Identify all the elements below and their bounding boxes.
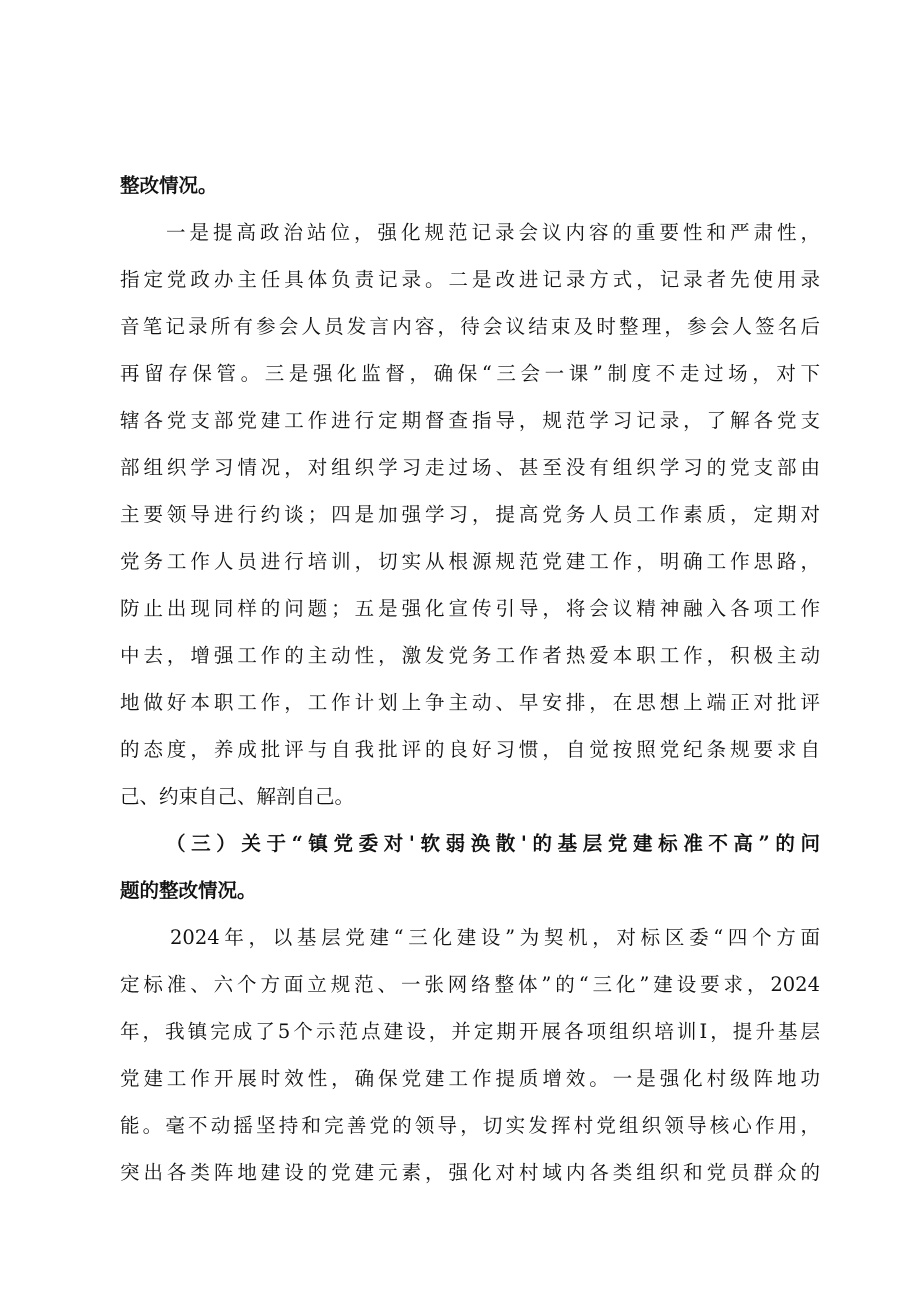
paragraph-line: 部组织学习情况，对组织学习走过场、甚至没有组织学习的党支部由	[120, 456, 820, 479]
paragraph-line: 党务工作人员进行培训，切实从根源规范党建工作，明确工作思路，	[120, 550, 820, 573]
paragraph-line: 年，我镇完成了5个示范点建设，并定期开展各项组织培训I，提升基层	[120, 1020, 820, 1043]
paragraph-line: 地做好本职工作，工作计划上争主动、早安排，在思想上端正对批评	[120, 691, 820, 714]
paragraph-line: 一是提高政治站位，强化规范记录会议内容的重要性和严肃性，	[166, 221, 820, 244]
paragraph-line: 辖各党支部党建工作进行定期督查指导，规范学习记录，了解各党支	[120, 409, 820, 432]
paragraph-line: 党建工作开展时效性，确保党建工作提质增效。一是强化村级阵地功	[120, 1067, 820, 1090]
paragraph-line: 己、约束自己、解剖自己。	[120, 785, 355, 808]
paragraph-line: 防止出现同样的问题；五是强化宣传引导，将会议精神融入各项工作	[120, 597, 820, 620]
section-heading-line: （三）关于“镇党委对'软弱涣散'的基层党建标准不高”的问	[166, 832, 820, 855]
paragraph-line: 的态度，养成批评与自我批评的良好习惯，自觉按照党纪条规要求自	[120, 738, 820, 761]
paragraph-line: 中去，增强工作的主动性，激发党务工作者热爱本职工作，积极主动	[120, 644, 820, 667]
paragraph-line: 整改情况。	[120, 174, 218, 197]
section-heading-line: 题的整改情况。	[120, 879, 257, 902]
paragraph-line: 指定党政办主任具体负责记录。二是改进记录方式，记录者先使用录	[120, 268, 820, 291]
paragraph-line: 主要领导进行约谈；四是加强学习，提高党务人员工作素质，定期对	[120, 503, 820, 526]
paragraph-line: 定标准、六个方面立规范、一张网络整体”的“三化”建设要求，2024	[120, 973, 820, 996]
paragraph-line: 2024年，以基层党建“三化建设”为契机，对标区委“四个方面	[170, 926, 820, 949]
paragraph-line: 突出各类阵地建设的党建元素，强化对村域内各类组织和党员群众的	[120, 1161, 820, 1184]
paragraph-line: 再留存保管。三是强化监督，确保“三会一课”制度不走过场，对下	[120, 362, 820, 385]
paragraph-line: 能。毫不动摇坚持和完善党的领导，切实发挥村党组织领导核心作用，	[120, 1114, 820, 1137]
paragraph-line: 音笔记录所有参会人员发言内容，待会议结束及时整理，参会人签名后	[120, 315, 820, 338]
